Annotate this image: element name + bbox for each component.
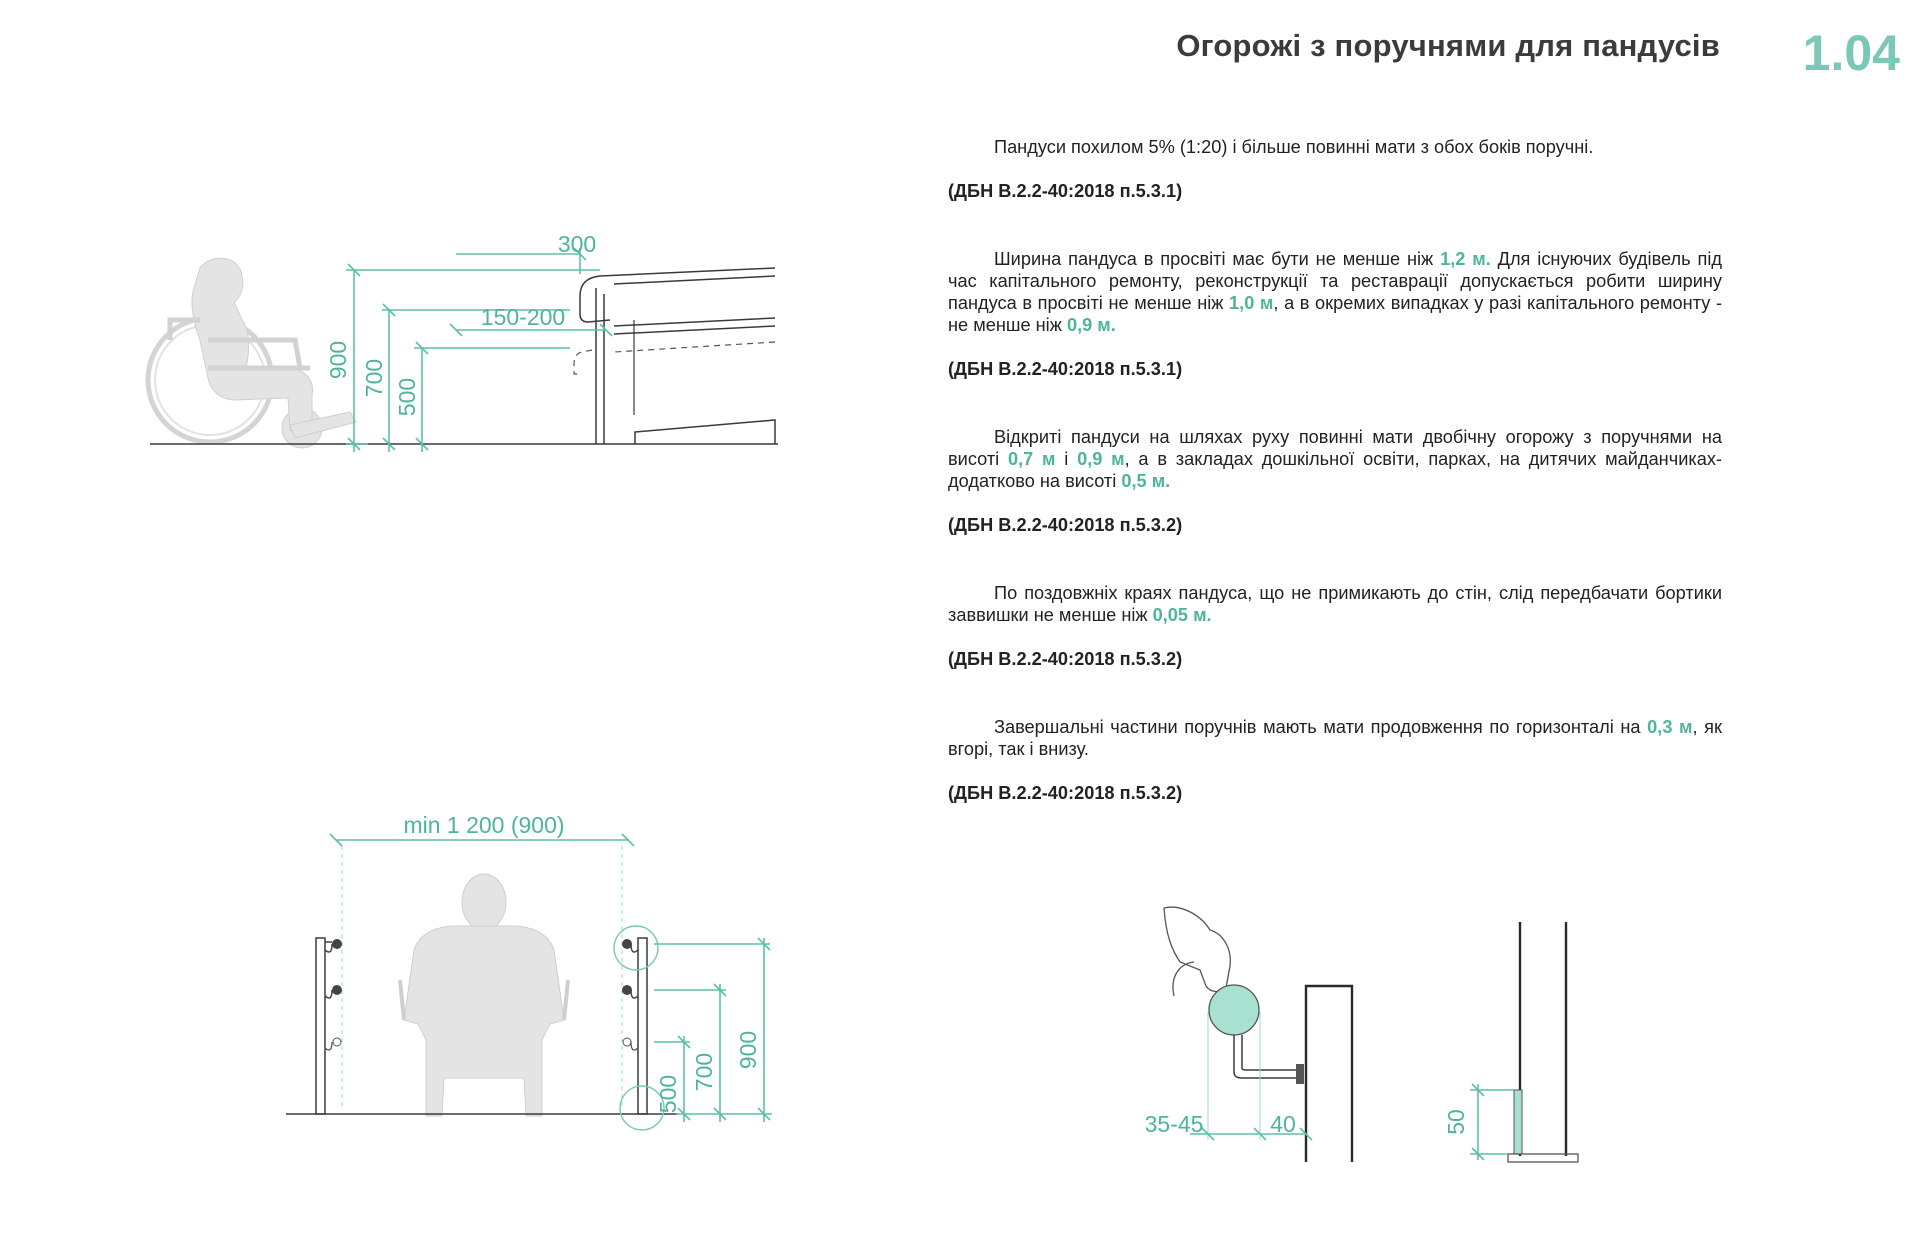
text-segment: , а в окремих випадках у разі капітального ремонту - не менше ніж (948, 293, 1722, 335)
dim-label-300: 300 (557, 231, 597, 257)
paragraph-text (948, 136, 1722, 158)
dim-label-500-front: 500 (655, 1074, 681, 1114)
right-post (638, 938, 647, 1114)
handrail-detail-drawing (1144, 900, 1370, 1160)
left-post (316, 938, 325, 1114)
text-column (948, 136, 1722, 850)
handrail-bracket (1234, 1035, 1302, 1078)
paragraph-block (948, 582, 1722, 670)
norm-reference: (ДБН В.2.2-40:2018 п.5.3.2) (948, 649, 1183, 669)
norm-reference: (ДБН В.2.2-40:2018 п.5.3.1) (948, 181, 1183, 201)
text-segment: Ширина пандуса в просвіті має бути не менше ніж (994, 249, 1441, 269)
dim-label-35-45: 35-45 (1144, 1111, 1204, 1137)
dim-label-900-front: 900 (735, 1030, 761, 1070)
norm-reference: (ДБН В.2.2-40:2018 п.5.3.2) (948, 783, 1183, 803)
dim-label-40: 40 (1270, 1111, 1296, 1137)
paragraph-block (948, 248, 1722, 380)
paragraph-text (948, 716, 1722, 760)
page-number: 1.04 (1802, 25, 1900, 81)
text-segment: По поздовжніх краях пандуса, що не примикають до стін, слід передбачати бортики заввишки не менше ніж (948, 583, 1722, 625)
paragraph-text (948, 426, 1722, 492)
paragraph-text (948, 582, 1722, 626)
highlighted-value: 1,2 м. (1440, 249, 1491, 269)
text-segment: Для існуючих будівель під час капітального ремонту, реконструкції та реставрації допускається робити ширину пандуса в просвіті не менше ніж (948, 249, 1722, 313)
detail-callout-top (614, 926, 658, 970)
text-segment: Відкриті пандуси на шляхах руху повинні мати двобічну огорожу з поручнями на висоті (948, 427, 1722, 469)
upper-handrail (580, 268, 775, 322)
dim-label-700-front: 700 (691, 1052, 717, 1092)
ramp-slab (635, 420, 775, 444)
norm-reference: (ДБН В.2.2-40:2018 п.5.3.2) (948, 515, 1183, 535)
paragraph-block (948, 426, 1722, 536)
curb-section (1514, 1090, 1522, 1154)
dim-label-150-200: 150-200 (480, 304, 566, 330)
middle-handrail (614, 318, 775, 326)
paragraph-block (948, 136, 1722, 202)
dim-label-900-side: 900 (325, 340, 351, 380)
paragraph-block (948, 716, 1722, 804)
side-view-drawing (130, 231, 780, 560)
base-plate (1508, 1154, 1578, 1162)
norm-reference: (ДБН В.2.2-40:2018 п.5.3.1) (948, 359, 1183, 379)
handrail-section (1209, 985, 1259, 1035)
text-segment: , а в закладах дошкільної освіти, парках, на дитячих майданчиках- додатково на висоті (948, 449, 1722, 491)
curb-detail-drawing (1430, 910, 1610, 1170)
highlighted-value: 0,5 м. (1121, 471, 1171, 491)
dim-label-50: 50 (1443, 1109, 1469, 1135)
highlighted-value: 1,0 м (1229, 293, 1274, 313)
dim-label-ramp-width: min 1 200 (900) (403, 812, 565, 838)
wall (1306, 986, 1352, 1162)
dim-label-500-side: 500 (394, 377, 420, 417)
highlighted-value: 0,3 м (1647, 717, 1693, 737)
highlighted-value: 0,9 м (1077, 449, 1125, 469)
text-segment: , як вгорі, так і внизу. (948, 717, 1722, 759)
page-title: Огорожі з поручнями для пандусів (1176, 28, 1720, 63)
text-segment: Пандуси похилом 5% (1:20) і більше повинні мати з обох боків поручні. (994, 137, 1594, 157)
dimension-lines (346, 248, 612, 452)
dim-label-700-side: 700 (361, 358, 387, 398)
paragraph-text (948, 248, 1722, 336)
highlighted-value: 0,9 м. (1066, 315, 1116, 335)
wheelchair-user-front-silhouette (400, 874, 568, 1116)
highlighted-value: 0,7 м (1007, 449, 1056, 469)
text-segment: і (1055, 449, 1078, 469)
text-segment: Завершальні частини поручнів мають мати продовження по горизонталі на (994, 717, 1648, 737)
highlighted-value: 0,05 м. (1152, 605, 1212, 625)
front-view-drawing (280, 810, 800, 1170)
